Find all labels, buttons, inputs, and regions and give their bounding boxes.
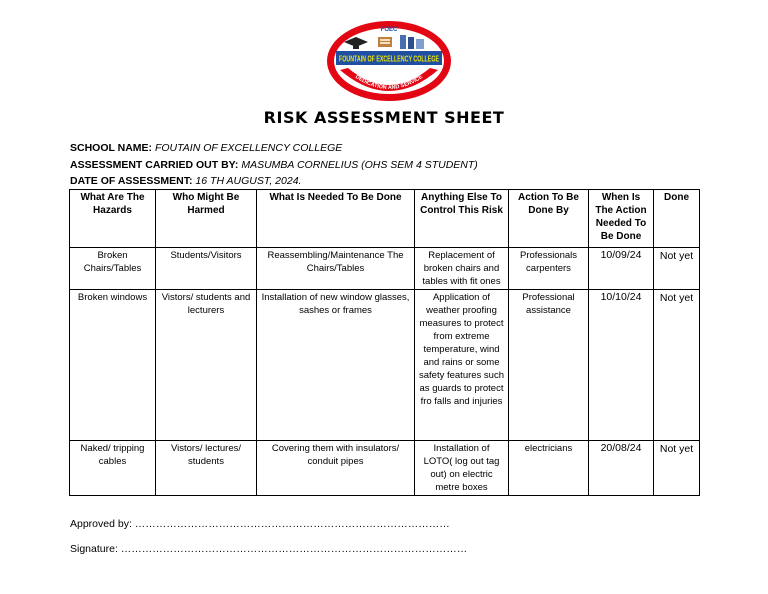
header-hazards: What Are The Hazards <box>70 190 156 248</box>
assessment-date-label: DATE OF ASSESSMENT: <box>70 175 193 187</box>
school-name-value: FOUTAIN OF EXCELLENCY COLLEGE <box>152 142 343 154</box>
done-cell: Not yet <box>654 290 700 441</box>
control-cell: Replacement of broken chairs and tables with fit ones <box>415 248 509 290</box>
assessor-label: ASSESSMENT CARRIED OUT BY: <box>70 159 239 171</box>
school-name-label: SCHOOL NAME: <box>70 142 153 154</box>
header-when-needed: When Is The Action Needed To Be Done <box>589 190 654 248</box>
header-what-needed: What Is Needed To Be Done <box>257 190 415 248</box>
action-by-cell: Professionals carpenters <box>509 248 589 290</box>
table-row <box>70 441 700 496</box>
school-name-line <box>70 141 342 155</box>
header-who-harmed: Who Might Be Harmed <box>156 190 257 248</box>
when-cell: 20/08/24 <box>589 441 654 496</box>
risk-table <box>69 189 700 496</box>
header-control-risk: Anything Else To Control This Risk <box>415 190 509 248</box>
action-by-cell: Professional assistance <box>509 290 589 441</box>
header-done: Done <box>654 190 700 248</box>
when-cell: 10/10/24 <box>589 290 654 441</box>
page-title: RISK ASSESSMENT SHEET <box>263 108 505 127</box>
action-by-cell: electricians <box>509 441 589 496</box>
hazard-cell: Broken windows <box>70 290 156 441</box>
done-cell: Not yet <box>654 248 700 290</box>
who-cell: Vistors/ lectures/ students <box>156 441 257 496</box>
assessor-value: MASUMBA CORNELIUS (OHS SEM 4 STUDENT) <box>238 159 478 171</box>
needed-cell: Covering them with insulators/ conduit pipes <box>257 441 415 496</box>
table-header-row <box>70 190 700 248</box>
done-cell: Not yet <box>654 441 700 496</box>
needed-cell: Installation of new window glasses, sashes or frames <box>257 290 415 441</box>
who-cell: Vistors/ students and lecturers <box>156 290 257 441</box>
needed-cell: Reassembling/Maintenance The Chairs/Tables <box>257 248 415 290</box>
control-cell: Application of weather proofing measures to protect from extreme temperature, wind and rains or some safety features such as guards to protect fro falls and injuries <box>415 290 509 441</box>
header-action-by: Action To Be Done By <box>509 190 589 248</box>
hazard-cell: Broken Chairs/Tables <box>70 248 156 290</box>
assessment-date-line <box>70 174 301 188</box>
logo-top-text: FOEC <box>380 27 398 33</box>
who-cell: Students/Visitors <box>156 248 257 290</box>
table-row <box>70 248 700 290</box>
control-cell: Installation of LOTO( log out tag out) on electric metre boxes <box>415 441 509 496</box>
college-logo <box>326 20 452 102</box>
logo-motto: DEDICATION AND SERVICE <box>354 74 424 92</box>
assessment-date-value: 16 TH AUGUST, 2024. <box>192 175 302 187</box>
table-row <box>70 290 700 441</box>
when-cell: 10/09/24 <box>589 248 654 290</box>
logo-name-text: FOUNTAIN OF EXCELLENCY COLLEGE <box>339 54 440 64</box>
hazard-cell: Naked/ tripping cables <box>70 441 156 496</box>
signature-line: Signature: ……………………………………………………………………………………… <box>70 543 468 555</box>
approved-by-line: Approved by: ……………………………………………………………………………… <box>70 518 450 530</box>
assessor-line <box>70 158 478 172</box>
